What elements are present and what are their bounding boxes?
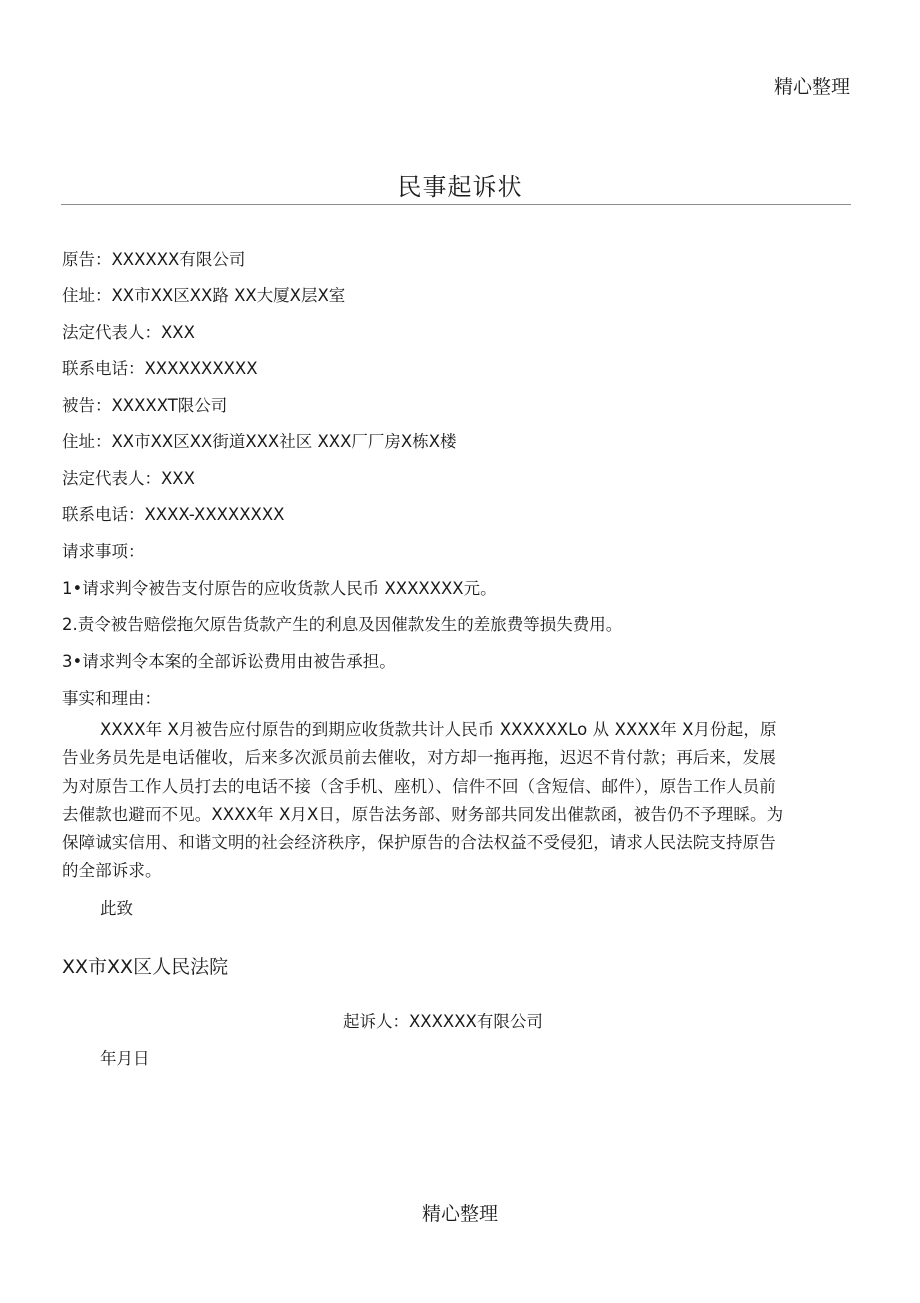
claim-item: 3•请求判令本案的全部诉讼费用由被告承担。: [62, 652, 396, 671]
defendant-address: 住址：XX市XX区XX街道XXX社区 XXX厂厂房X栋X楼: [62, 432, 457, 451]
facts-heading: 事实和理由：: [62, 689, 161, 708]
date-line: 年月日: [100, 1049, 150, 1068]
plaintiff-representative: 法定代表人：XXX: [62, 323, 195, 342]
defendant-phone: 联系电话：XXXX-XXXXXXXX: [62, 505, 285, 524]
claim-item: 2.责令被告赔偿拖欠原告货款产生的利息及因催款发生的差旅费等损失费用。: [62, 615, 623, 634]
claim-item: 1•请求判令被告支付原告的应收货款人民币 XXXXXXX元。: [62, 579, 497, 598]
defendant-name: 被告：XXXXXT限公司: [62, 396, 228, 415]
salutation: 此致: [100, 899, 133, 918]
facts-body: XXXX年 X月被告应付原告的到期应收货款共计人民币 XXXXXXLo 从 XXXX年 X月份起，原告业务员先是电话催收，后来多次派员前去催收，对方却一拖再拖，迟迟不肯付款；再后来，发展为对原告工作人员打去的电话不接（含手机、座机）、信件不回（含短信、邮件），原告工作人员前去催款也避而不见。XXXX年 X月X日，原告法务部、财务部共同发出催款函，被告仍不予理睬。为保障诚实信用、和谐文明的社会经济秩序，保护原告的合法权益不受侵犯，请求人民法院支持原告的全部诉求。: [62, 720, 784, 881]
claims-heading: 请求事项：: [62, 542, 145, 561]
document-title: 民事起诉状: [397, 173, 523, 201]
court-name: XX市XX区人民法院: [62, 956, 229, 978]
plaintiff-name: 原告：XXXXXX有限公司: [62, 250, 246, 269]
defendant-representative: 法定代表人：XXX: [62, 469, 195, 488]
title-divider: [61, 204, 851, 205]
footer-note: 精心整理: [421, 1203, 498, 1225]
signer: 起诉人：XXXXXX有限公司: [343, 1012, 543, 1031]
header-note: 精心整理: [773, 76, 850, 98]
plaintiff-address: 住址：XX市XX区XX路 XX大厦X层X室: [62, 286, 346, 305]
plaintiff-phone: 联系电话：XXXXXXXXXX: [62, 359, 258, 378]
